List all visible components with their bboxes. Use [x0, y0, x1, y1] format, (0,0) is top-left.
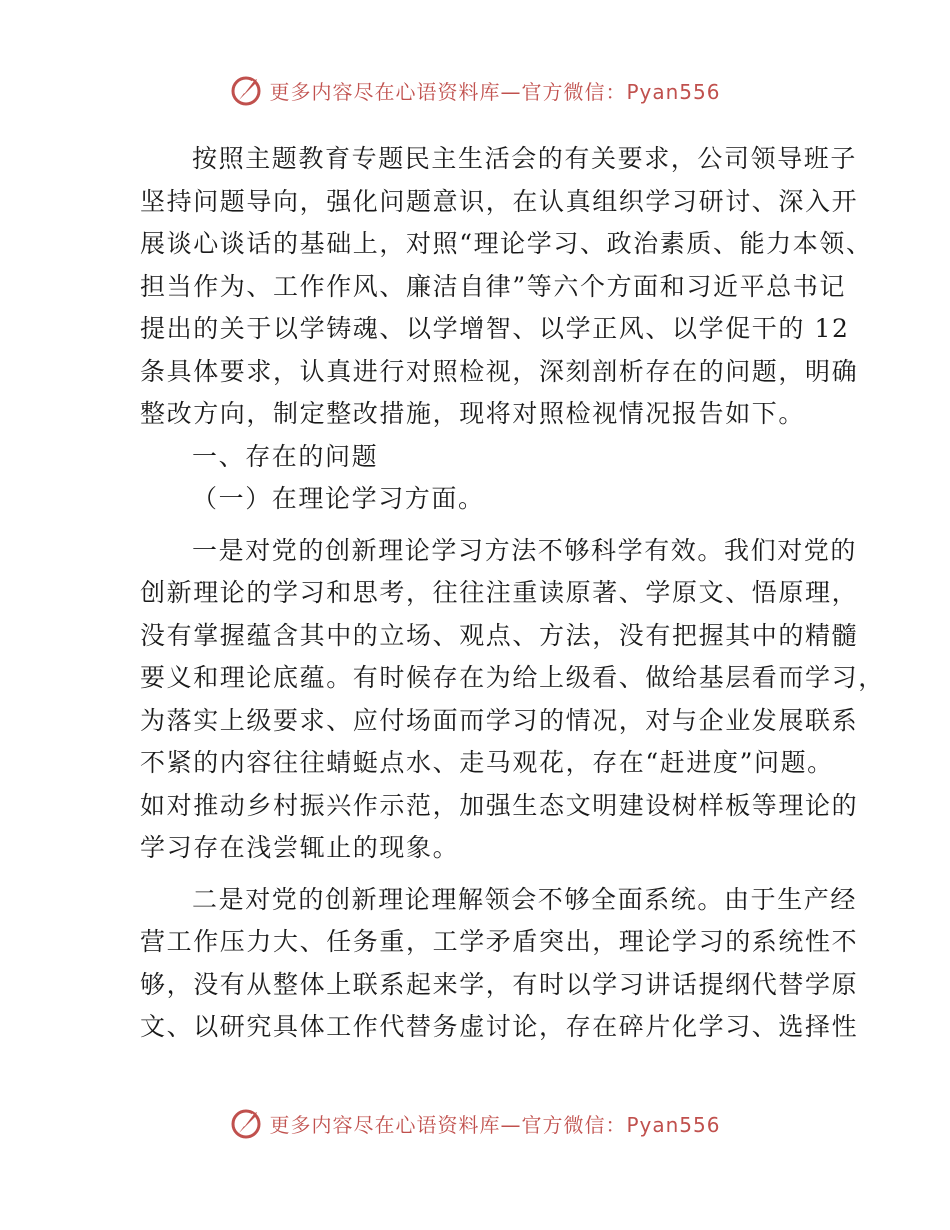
text-line: 如对推动乡村振兴作示范，加强生态文明建设树样板等理论的 [140, 790, 859, 820]
watermark-text: 更多内容尽在心语资料库—官方微信：Pyan556 [269, 79, 721, 104]
text-line: 坚持问题导向，强化问题意识，在认真组织学习研讨、深入开 [140, 186, 859, 216]
text-line: 没有掌握蕴含其中的立场、观点、方法，没有把握其中的精髓 [140, 620, 859, 650]
text-line: 提出的关于以学铸魂、以学增智、以学正风、以学促干的 12 [140, 314, 850, 343]
text-line: 学习存在浅尝辄止的现象。 [140, 833, 460, 862]
text-line: 二是对党的创新理论理解领会不够全面系统。由于生产经 [192, 884, 858, 914]
text-line: 够，没有从整体上联系起来学，有时以学习讲话提纲代替学原 [140, 969, 859, 999]
text-line: 文、以研究具体工作代替务虚讨论，存在碎片化学习、选择性 [140, 1012, 859, 1041]
text-line: 为落实上级要求、应付场面而学习的情况，对与企业发展联系 [140, 705, 859, 735]
feather-pen-logo-icon [229, 1106, 263, 1140]
text-line: 整改方向，制定整改措施，现将对照检视情况报告如下。 [140, 399, 806, 428]
text-line: 担当作为、工作作风、廉洁自律”等六个方面和习近平总书记 [140, 271, 846, 301]
text-line: 一是对党的创新理论学习方法不够科学有效。我们对党的 [192, 535, 858, 565]
footer-watermark [0, 1103, 950, 1143]
text-line: 要义和理论底蕴。有时候存在为给上级看、做给基层看而学习， [140, 663, 885, 692]
text-line: 创新理论的学习和思考，往往注重读原著、学原文、悟原理， [140, 578, 859, 607]
intro-paragraph [140, 138, 873, 436]
text-line: 按照主题教育专题民主生活会的有关要求，公司领导班子 [192, 144, 858, 173]
section-heading: 一、存在的问题 [192, 441, 379, 471]
header-watermark [0, 70, 950, 110]
text-line: 条具体要求，认真进行对照检视，深刻剖析存在的问题，明确 [140, 356, 859, 386]
subsection-heading: （一）在理论学习方面。 [192, 484, 485, 513]
paragraph-two [140, 879, 859, 1049]
watermark-text: 更多内容尽在心语资料库—官方微信：Pyan556 [269, 1112, 721, 1137]
paragraph-one [140, 530, 885, 870]
document-body [140, 138, 885, 1049]
feather-pen-logo-icon [229, 73, 263, 107]
text-line: 展谈心谈话的基础上，对照“理论学习、政治素质、能力本领、 [140, 229, 873, 258]
text-line: 不紧的内容往往蜻蜓点水、走马观花，存在“赶进度”问题。 [140, 748, 834, 777]
text-line: 营工作压力大、任务重，工学矛盾突出，理论学习的系统性不 [140, 927, 859, 956]
